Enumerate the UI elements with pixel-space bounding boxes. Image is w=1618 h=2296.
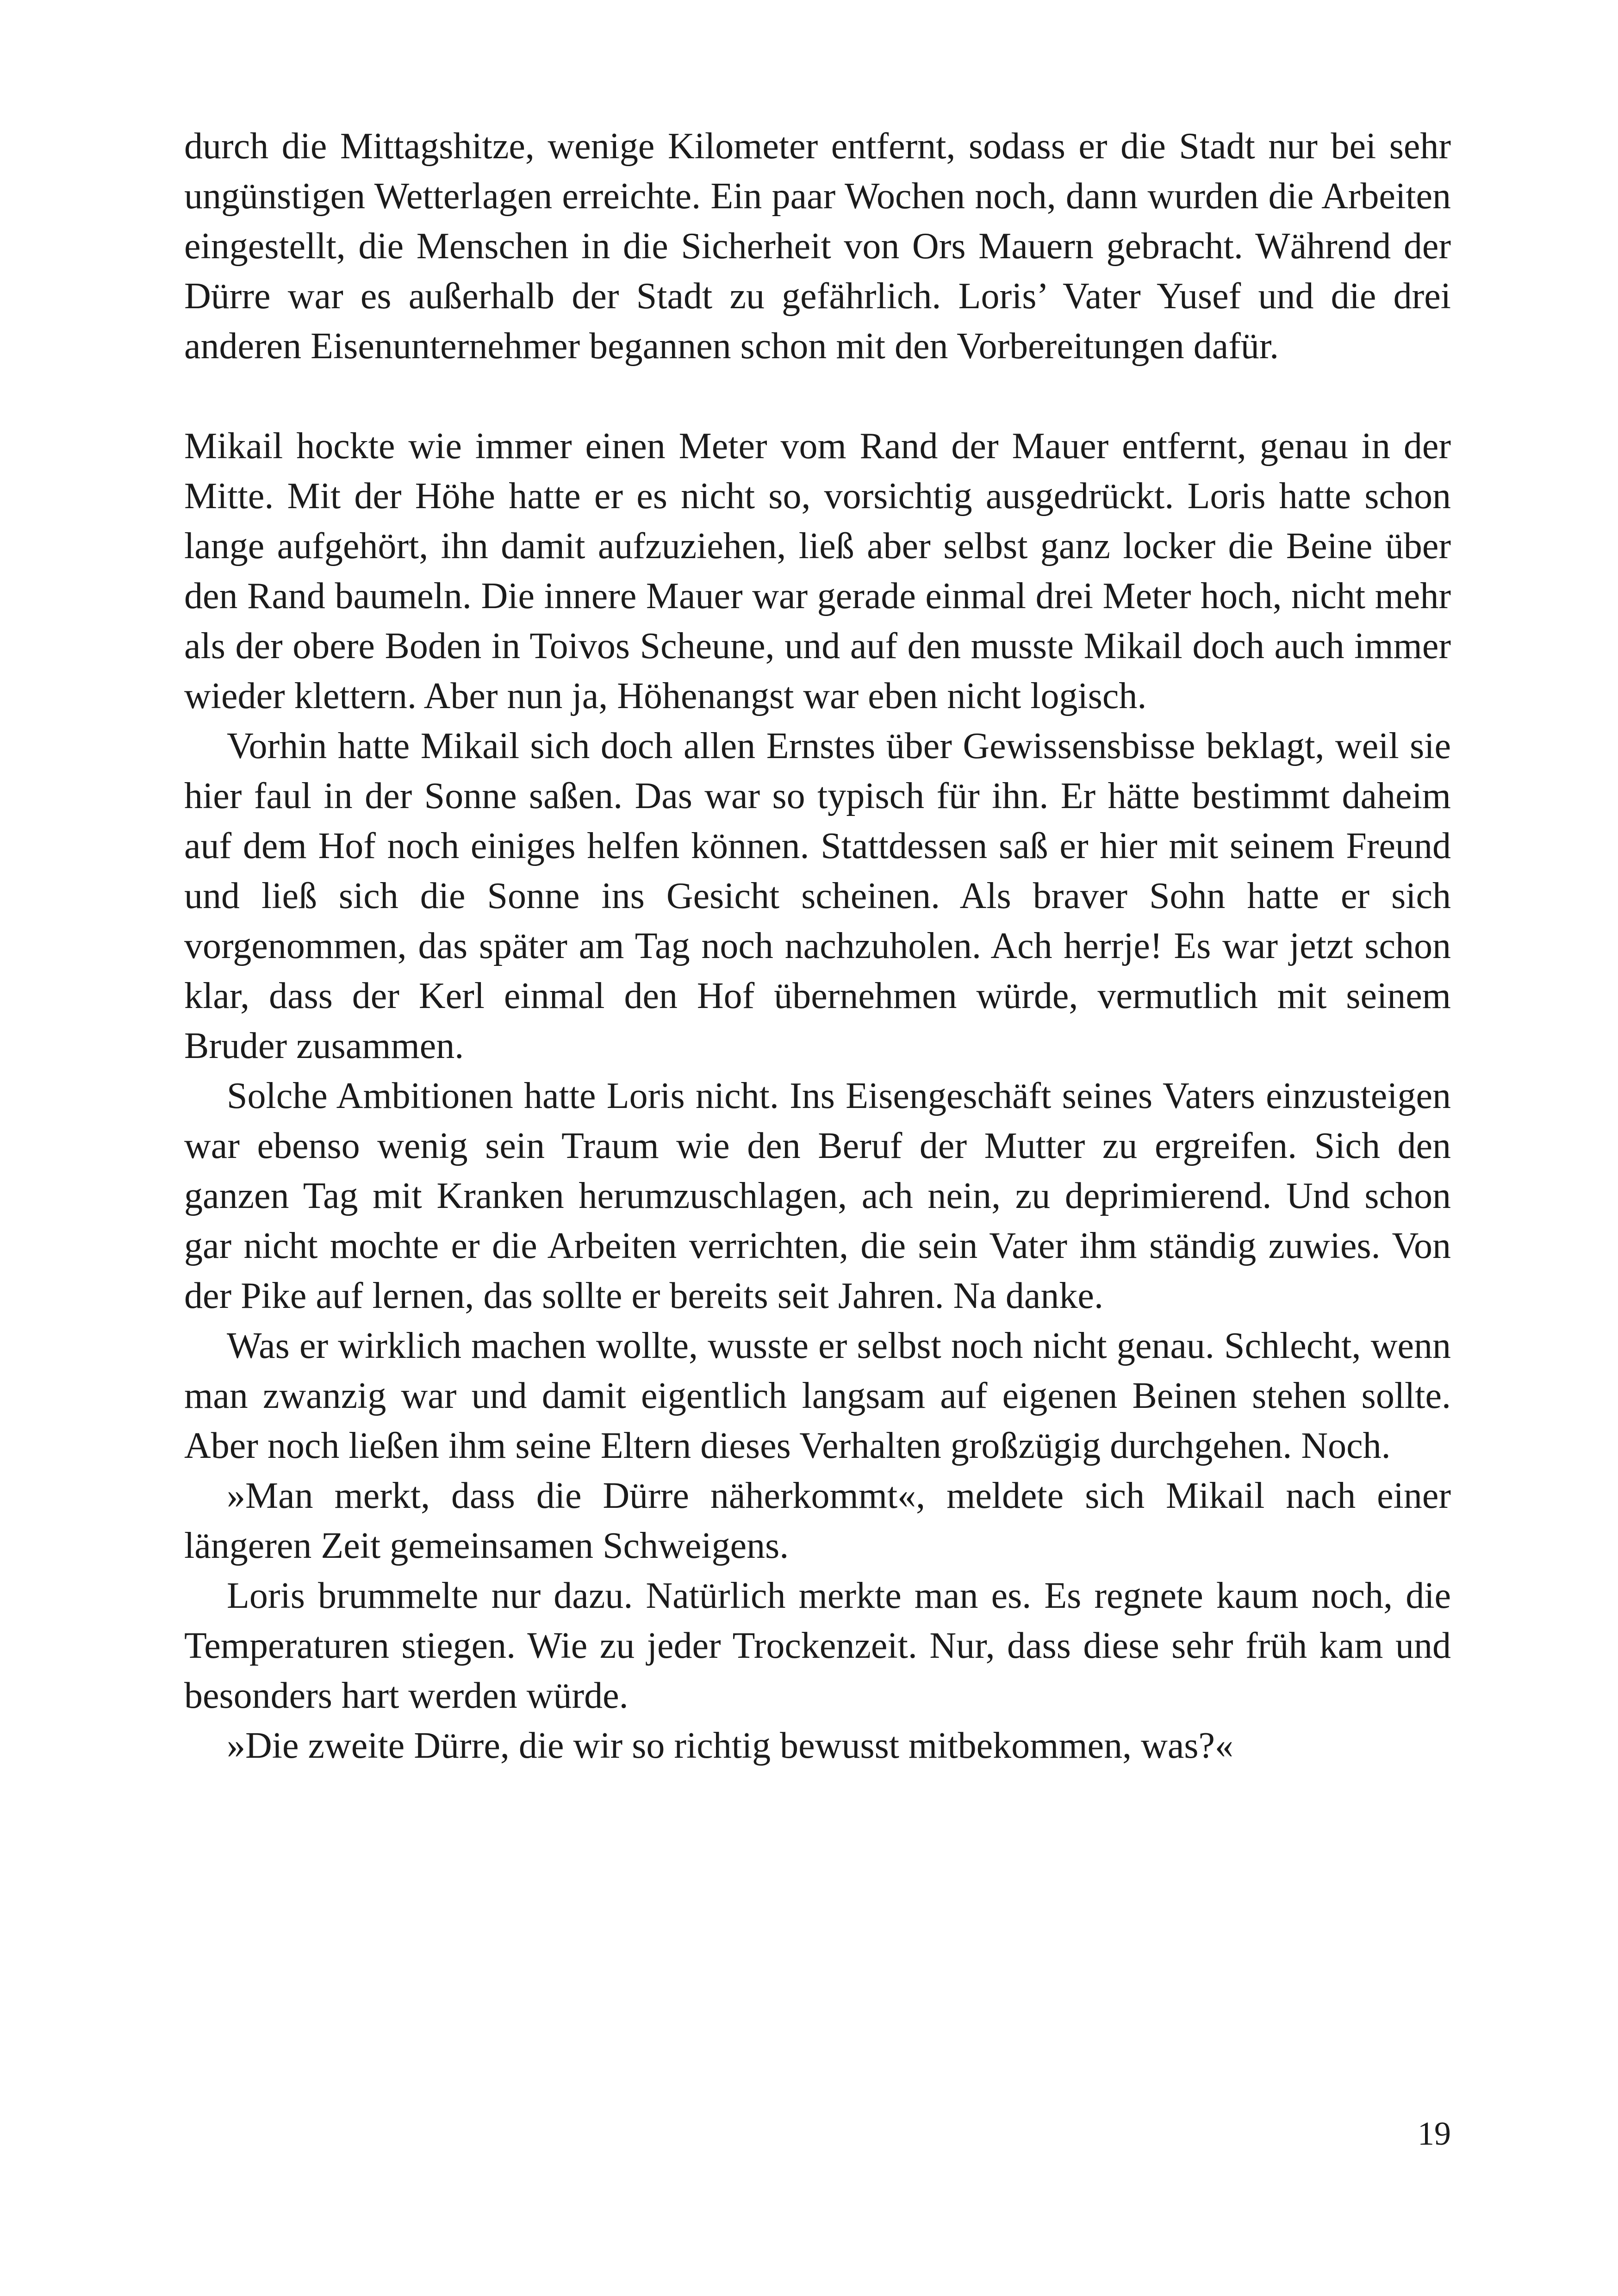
- paragraph: durch die Mittagshitze, wenige Kilometer entfernt, sodass er die Stadt nur bei sehr ungünstigen Wetterlagen erreichte. Ein paar Wochen noch, dann wurden die Arbeiten eingestellt, die Menschen in die Sicherheit von Ors Mauern gebracht. Während der Dürre war es außerhalb der Stadt zu gefährlich. Loris’ Vater Yusef und die drei anderen Eisenunternehmer begannen schon mit den Vorbereitungen dafür.: [184, 126, 1451, 367]
- paragraph: Vorhin hatte Mikail sich doch allen Ernstes über Gewissensbisse beklagt, weil sie hier faul in der Sonne saßen. Das war so typisch für ihn. Er hätte bestimmt daheim auf dem Hof noch einiges helfen können. Stattdessen saß er hier mit seinem Freund und ließ sich die Sonne ins Gesicht scheinen. Als braver Sohn hatte er sich vorgenommen, das später am Tag noch nachzuholen. Ach herrje! Es war jetzt schon klar, dass der Kerl einmal den Hof übernehmen würde, vermutlich mit seinem Bruder zusammen.: [184, 726, 1451, 1066]
- page-text: [184, 121, 1451, 1771]
- paragraph: Solche Ambitionen hatte Loris nicht. Ins Eisengeschäft seines Vaters einzusteigen war ebenso wenig sein Traum wie den Beruf der Mutter zu ergreifen. Sich den ganzen Tag mit Kranken herumzuschlagen, ach nein, zu deprimierend. Und schon gar nicht mochte er die Arbeiten verrichten, die sein Vater ihm ständig zuwies. Von der Pike auf lernen, das sollte er bereits seit Jahren. Na danke.: [184, 1076, 1451, 1316]
- paragraph: »Die zweite Dürre, die wir so richtig bewusst mitbekommen, was?«: [227, 1725, 1233, 1766]
- paragraph: Was er wirklich machen wollte, wusste er selbst noch nicht genau. Schlecht, wenn man zwanzig war und damit eigentlich langsam auf eigenen Beinen stehen sollte. Aber noch ließen ihm seine Eltern dieses Verhalten großzügig durchgehen. Noch.: [184, 1325, 1451, 1466]
- paragraph: Mikail hockte wie immer einen Meter vom Rand der Mauer entfernt, genau in der Mitte. Mit der Höhe hatte er es nicht so, vorsichtig ausgedrückt. Loris hatte schon lange aufgehört, ihn damit aufzuziehen, ließ aber selbst ganz locker die Beine über den Rand baumeln. Die innere Mauer war gerade einmal drei Meter hoch, nicht mehr als der obere Boden in Toivos Scheune, und auf den musste Mikail doch auch immer wieder klettern. Aber nun ja, Höhenangst war eben nicht logisch.: [184, 426, 1451, 716]
- paragraph: »Man merkt, dass die Dürre näherkommt«, meldete sich Mikail nach einer längeren Zeit gemeinsamen Schweigens.: [184, 1475, 1451, 1566]
- paragraph: Loris brummelte nur dazu. Natürlich merkte man es. Es regnete kaum noch, die Temperaturen stiegen. Wie zu jeder Trockenzeit. Nur, dass diese sehr früh kam und besonders hart werden würde.: [184, 1575, 1451, 1716]
- page-number: 19: [1418, 2115, 1451, 2152]
